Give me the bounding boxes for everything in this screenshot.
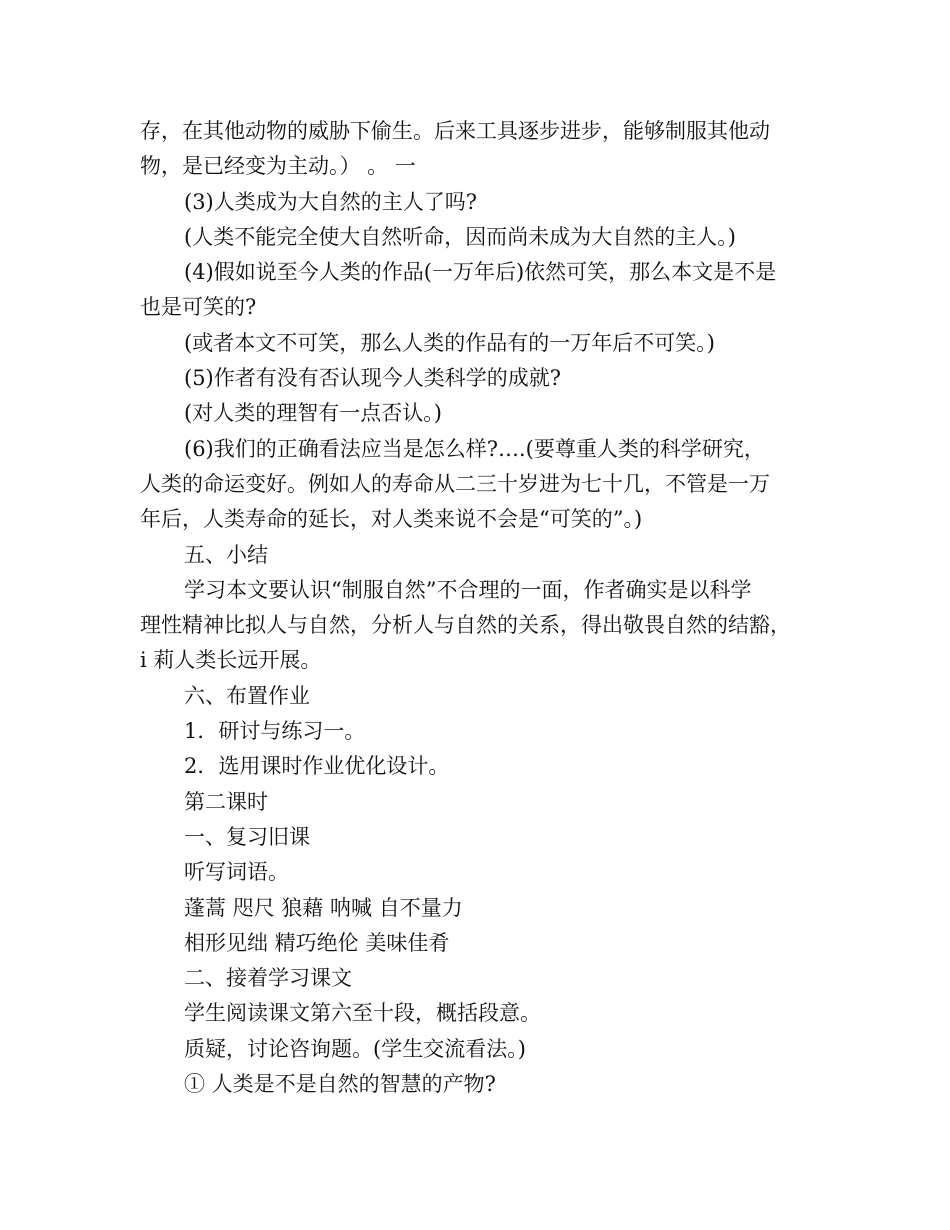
question-4: (4)假如说至今人类的作品(一万年后)依然可笑，那么本文是不是 bbox=[184, 260, 777, 285]
section-heading-review: 一、复习旧课 bbox=[184, 824, 310, 849]
homework-item-1: 1．研讨与练习一。 bbox=[184, 719, 366, 744]
text-line: 理性精神比拟人与自然，分析人与自然的关系，得出敬畏自然的结豁， bbox=[140, 613, 791, 638]
text-line: i 莉人类长远开展。 bbox=[140, 648, 322, 673]
vocabulary-list-2: 相形见绌 精巧绝伦 美味佳肴 bbox=[184, 930, 450, 955]
text-line: 存，在其他动物的威胁下偷生。后来工具逐步进步，能够制服其他动 bbox=[140, 119, 770, 143]
section-heading-summary: 五、小结 bbox=[184, 542, 268, 567]
answer-3: (人类不能完全使大自然听命，因而尚未成为大自然的主人。) bbox=[184, 224, 736, 249]
section-heading-homework: 六、布置作业 bbox=[184, 683, 310, 708]
text-line: 也是可笑的? bbox=[140, 295, 257, 320]
vocabulary-list-1: 蓬蒿 咫尺 狼藉 呐喊 自不量力 bbox=[184, 895, 463, 920]
answer-5: (对人类的理智有一点否认。) bbox=[184, 401, 442, 426]
reading-instruction: 学生阅读课文第六至十段，概括段意。 bbox=[184, 1001, 541, 1026]
homework-item-2: 2．选用课时作业优化设计。 bbox=[184, 754, 450, 779]
answer-4: (或者本文不可笑，那么人类的作品有的一万年后不可笑。) bbox=[184, 330, 715, 355]
question-6: (6)我们的正确看法应当是怎么样?….(要尊重人类的科学研究， bbox=[184, 436, 765, 461]
text-line: 人类的命运变好。例如人的寿命从二三十岁进为七十几，不管是一万 bbox=[140, 471, 770, 496]
text-line: 年后，人类寿命的延长，对人类来说不会是“可笑的”。) bbox=[140, 507, 643, 532]
question-3: (3)人类成为大自然的主人了吗? bbox=[184, 189, 478, 214]
text-line: 物，是已经变为主动。） 。 一 bbox=[140, 154, 416, 179]
discussion-instruction: 质疑，讨论咨询题。(学生交流看法。) bbox=[184, 1036, 526, 1061]
document-body bbox=[140, 114, 820, 1102]
lesson-heading: 第二课时 bbox=[184, 789, 268, 814]
dictation-instruction: 听写词语。 bbox=[184, 860, 289, 885]
summary-paragraph: 学习本文要认识“制服自然”不合理的一面，作者确实是以科学 bbox=[184, 577, 752, 602]
question-item-1: ① 人类是不是自然的智慧的产物? bbox=[184, 1072, 496, 1097]
question-5: (5)作者有没有否认现今人类科学的成就? bbox=[184, 366, 562, 391]
section-heading-continue: 二、接着学习课文 bbox=[184, 966, 352, 991]
